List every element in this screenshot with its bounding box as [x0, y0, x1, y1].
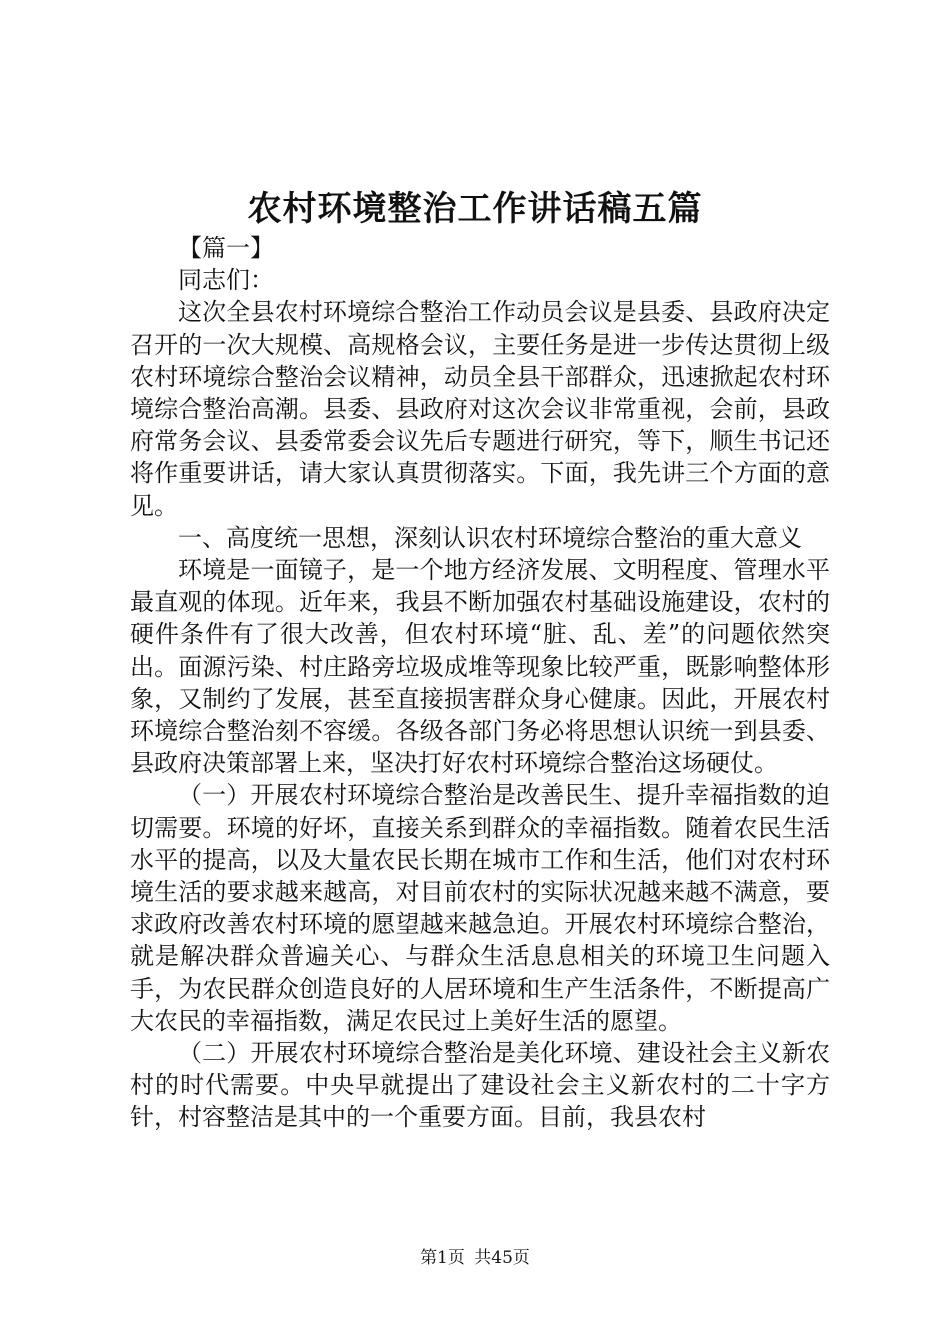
total-pages: 共45页: [474, 1248, 530, 1268]
section-heading-one: 一、高度统一思想，深刻认识农村环境综合整治的重大意义: [178, 523, 802, 552]
document-title: 农村环境整治工作讲话稿五篇: [247, 189, 703, 229]
page-footer: [0, 1247, 950, 1269]
document-body: [130, 232, 830, 1134]
salutation: 同志们：: [178, 266, 274, 295]
section-marker: 【篇一】: [178, 234, 274, 262]
page-number: 第1页: [420, 1248, 465, 1268]
paragraph-environment: 环境是一面镜子，是一个地方经济发展、文明程度、管理水平最直观的体现。近年来，我县不断加强农村基础设施建设，农村的硬件条件有了很大改善，但农村环境“脏、乱、差”的问题依然突出。面源污染、村庄路旁垃圾成堆等现象比较严重，既影响整体形象，又制约了发展，甚至直接损害群众身心健康。因此，开展农村环境综合整治刻不容缓。各级各部门务必将思想认识统一到县委、县政府决策部署上来，坚决打好农村环境综合整治这场硬仗。: [130, 556, 830, 778]
paragraph-subpoint-one: （一）开展农村环境综合整治是改善民生、提升幸福指数的迫切需要。环境的好坏，直接关系到群众的幸福指数。随着农民生活水平的提高，以及大量农民长期在城市工作和生活，他们对农村环境生活的要求越来越高，对目前农村的实际状况越来越不满意，要求政府改善农村环境的愿望越来越急迫。开展农村环境综合整治，就是解决群众普遍关心、与群众生活息息相关的环境卫生问题入手，为农民群众创造良好的人居环境和生产生活条件，不断提高广大农民的幸福指数，满足农民过上美好生活的愿望。: [130, 781, 830, 1035]
paragraph-subpoint-two: （二）开展农村环境综合整治是美化环境、建设社会主义新农村的时代需要。中央早就提出了建设社会主义新农村的二十字方针，村容整洁是其中的一个重要方面。目前，我县农村: [130, 1039, 830, 1132]
paragraph-intro: 这次全县农村环境综合整治工作动员会议是县委、县政府决定召开的一次大规模、高规格会议，主要任务是进一步传达贯彻上级农村环境综合整治会议精神，动员全县干部群众，迅速掀起农村环境综合整治高潮。县委、县政府对这次会议非常重视，会前，县政府常务会议、县委常委会议先后专题进行研究，等下，顺生书记还将作重要讲话，请大家认真贯彻落实。下面，我先讲三个方面的意见。: [130, 298, 830, 520]
